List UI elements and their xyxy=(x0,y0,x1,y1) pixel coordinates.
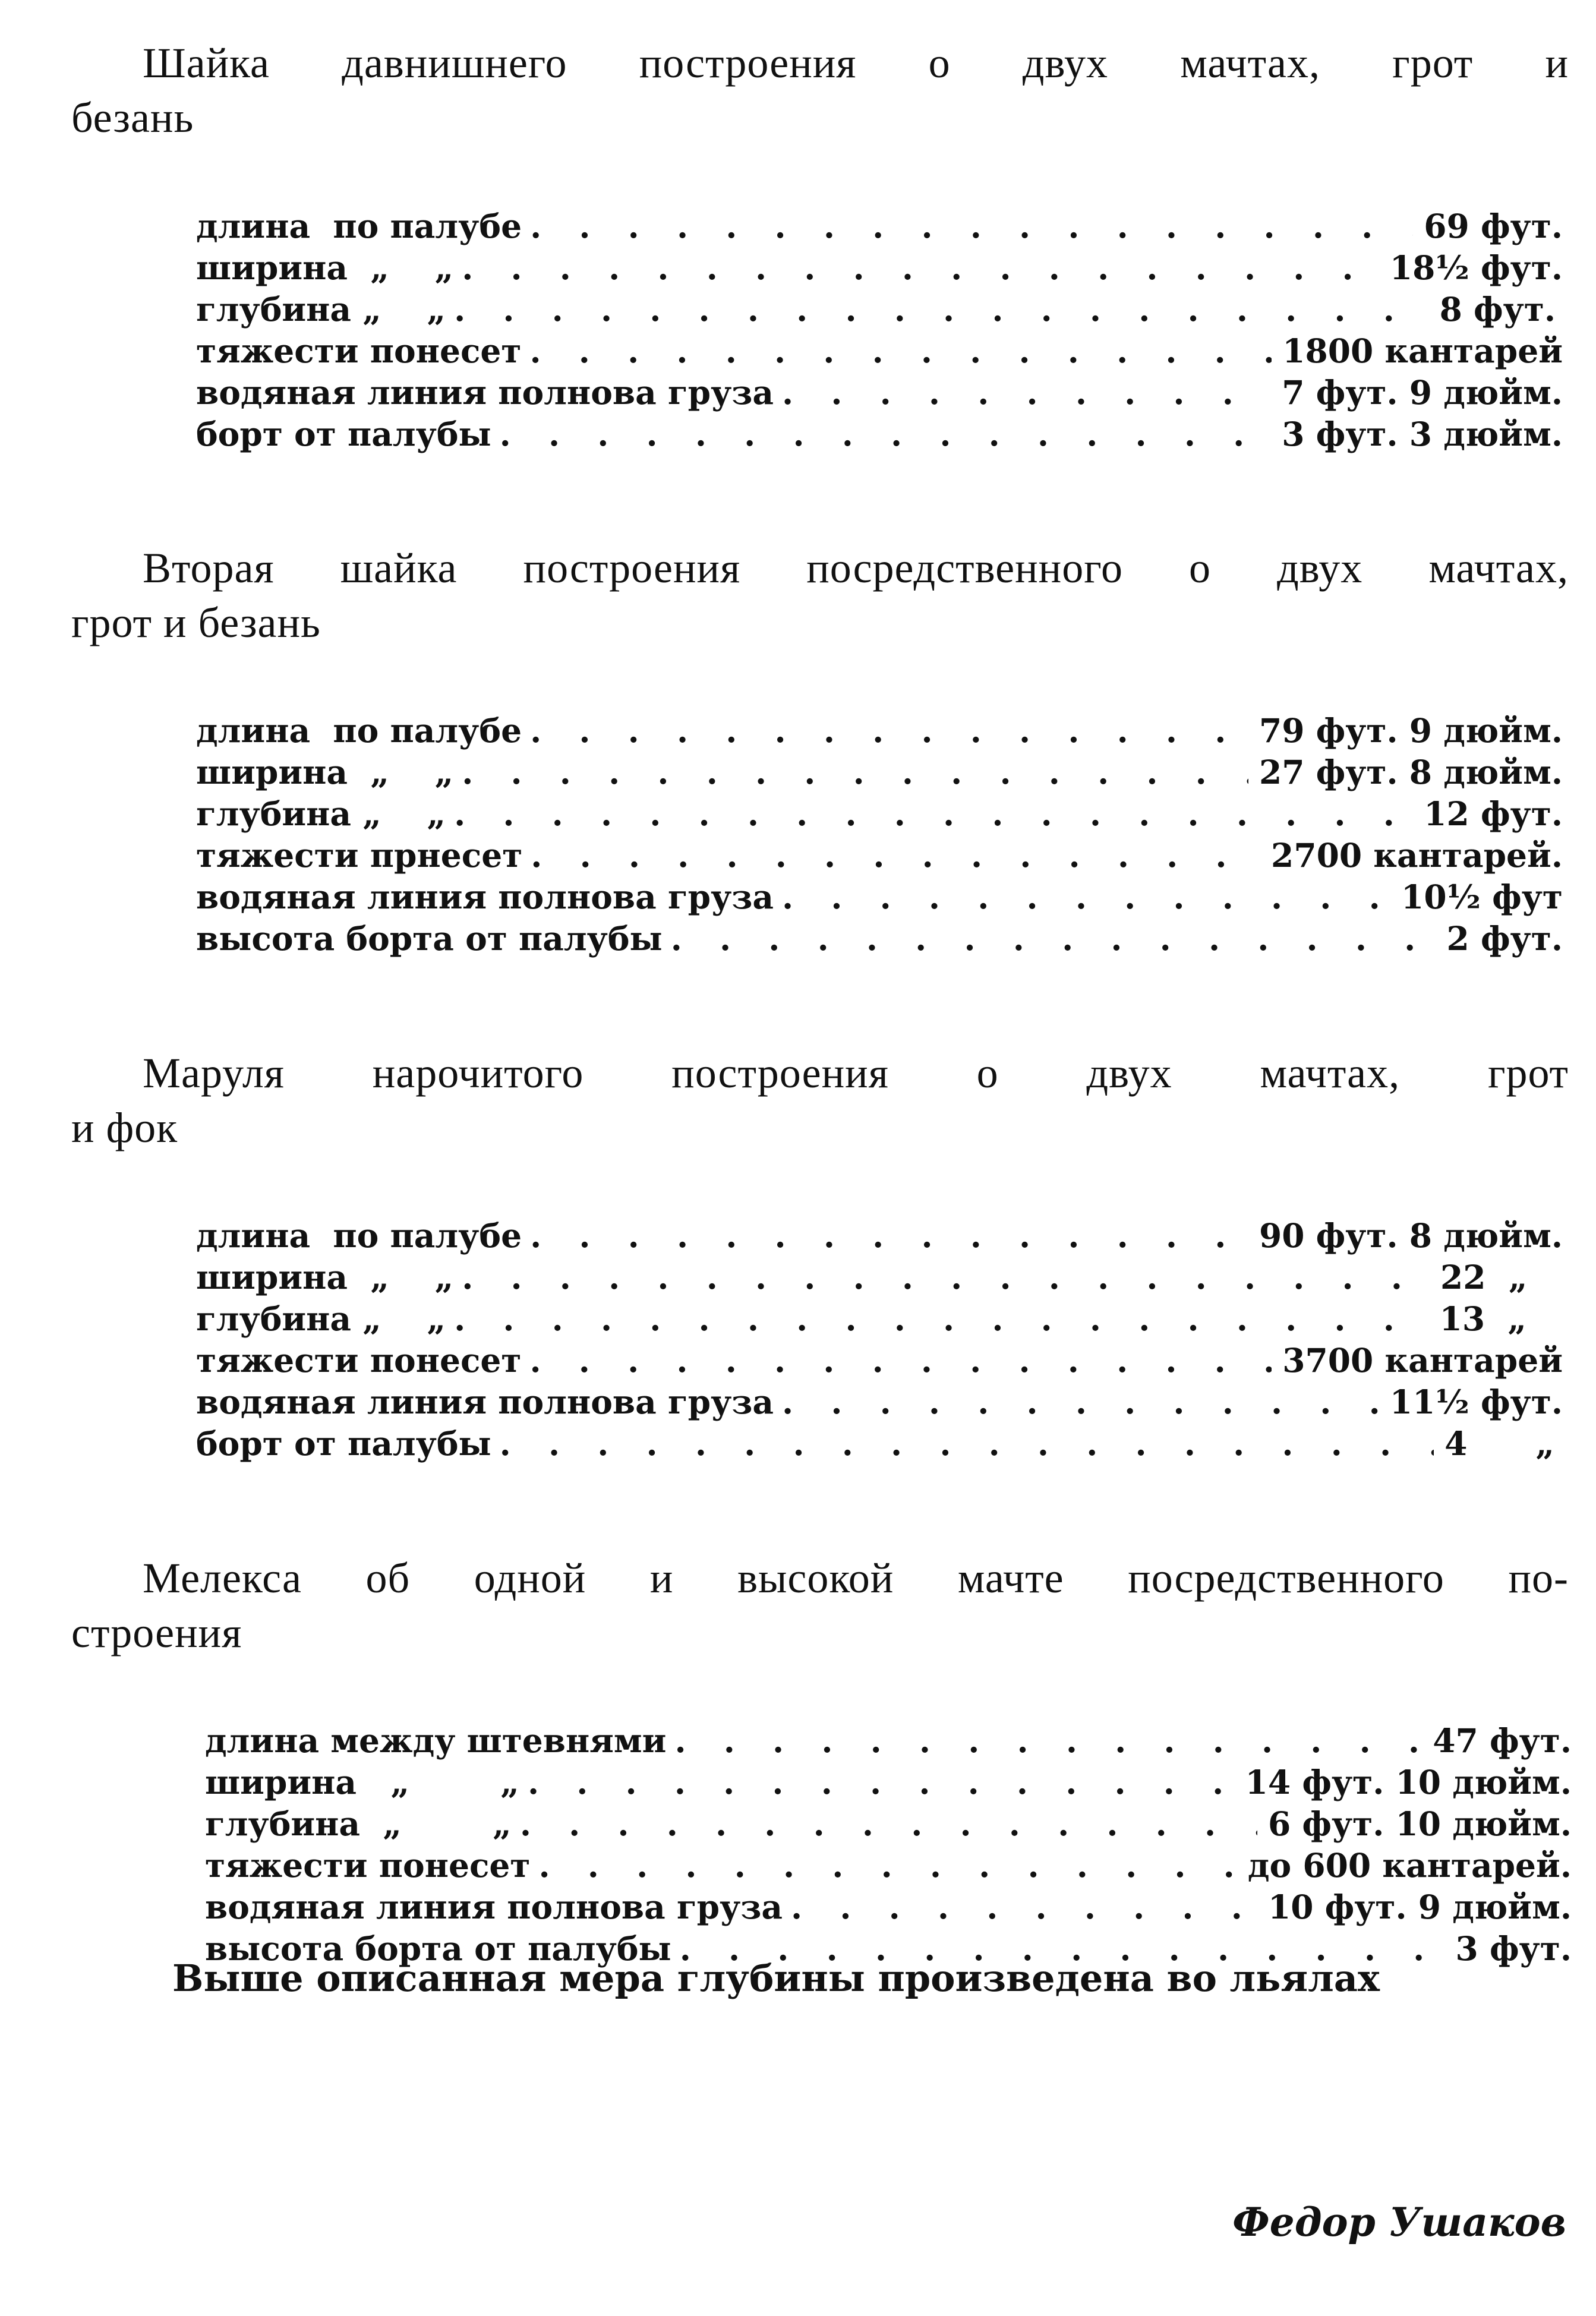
spec-label: водяная линия полнова груза xyxy=(196,878,774,916)
spec-label: высота борта от палубы xyxy=(205,1929,671,1968)
dot-leader xyxy=(782,372,1271,414)
spec-value: 79 фут. 9 дюйм. xyxy=(1258,711,1563,750)
section-heading xyxy=(71,1551,1569,1660)
spec-value: 13 „ xyxy=(1439,1299,1527,1338)
section-heading xyxy=(71,1046,1569,1155)
dot-leader xyxy=(454,793,1413,835)
spec-list xyxy=(196,206,1563,455)
dot-leader xyxy=(530,206,1413,247)
heading-line: строения xyxy=(71,1609,242,1656)
spec-label: ширина „ „ xyxy=(205,1763,519,1801)
spec-row xyxy=(196,876,1563,918)
heading-line: Мелекса об одной и высокой мачте посредственного по- xyxy=(143,1554,1569,1602)
dot-leader xyxy=(530,1215,1248,1257)
spec-row xyxy=(196,289,1563,330)
spec-value: 10½ фут xyxy=(1401,878,1563,916)
dot-leader xyxy=(531,835,1260,876)
spec-row xyxy=(196,793,1563,835)
dot-leader xyxy=(454,1298,1428,1340)
dot-leader xyxy=(782,1381,1379,1423)
spec-value: 4 „ xyxy=(1444,1424,1554,1463)
spec-row xyxy=(196,372,1563,414)
spec-list xyxy=(196,710,1563,960)
spec-row xyxy=(196,206,1563,247)
dot-leader xyxy=(530,1340,1272,1381)
spec-label: водяная линия полнова груза xyxy=(196,373,774,412)
closing-note: Выше описанная мера глубины произведена во льялах xyxy=(172,1957,1380,2000)
spec-label: борт от палубы xyxy=(196,1424,491,1463)
spec-label: длина по палубе xyxy=(196,1216,522,1255)
spec-value: 27 фут. 8 дюйм. xyxy=(1258,753,1563,791)
spec-label: ширина „ „ xyxy=(196,753,454,791)
spec-label: ширина „ „ xyxy=(196,248,454,287)
spec-value: 2700 кантарей. xyxy=(1271,836,1563,875)
spec-list xyxy=(205,1720,1572,1970)
signature: Федор Ушаков xyxy=(1232,2199,1566,2245)
spec-value: 12 фут. xyxy=(1424,794,1563,833)
spec-value: 3700 кантарей xyxy=(1282,1341,1563,1380)
dot-leader xyxy=(520,1803,1257,1845)
spec-row xyxy=(196,835,1563,876)
spec-label: тяжести понесет xyxy=(196,1341,522,1380)
spec-value: 3 фут. xyxy=(1455,1929,1572,1968)
spec-label: длина по палубе xyxy=(196,711,522,750)
spec-value: 10 фут. 9 дюйм. xyxy=(1267,1888,1572,1926)
dot-leader xyxy=(462,1257,1430,1298)
spec-value: 14 фут. 10 дюйм. xyxy=(1245,1763,1572,1801)
dot-leader xyxy=(782,876,1390,918)
spec-row xyxy=(196,752,1563,793)
spec-row xyxy=(196,918,1563,960)
section-heading xyxy=(71,36,1569,145)
spec-value: 2 фут. xyxy=(1446,919,1563,958)
dot-leader xyxy=(539,1845,1237,1886)
dot-leader xyxy=(528,1762,1235,1803)
spec-label: глубина „ „ xyxy=(205,1804,512,1843)
dot-leader xyxy=(462,752,1248,793)
spec-label: тяжести понесет xyxy=(205,1846,531,1885)
spec-row xyxy=(196,247,1563,289)
dot-leader xyxy=(671,918,1436,960)
spec-row xyxy=(205,1762,1572,1803)
dot-leader xyxy=(500,1423,1434,1465)
spec-value: 6 фут. 10 дюйм. xyxy=(1267,1804,1572,1843)
spec-row xyxy=(196,1423,1563,1465)
spec-row xyxy=(196,330,1563,372)
spec-row xyxy=(205,1803,1572,1845)
spec-label: тяжести прнесет xyxy=(196,836,523,875)
spec-row xyxy=(196,414,1563,455)
dot-leader xyxy=(462,247,1379,289)
spec-value: 18½ фут. xyxy=(1389,248,1563,287)
spec-row xyxy=(205,1845,1572,1886)
heading-line: Вторая шайка построения посредственного о двух мачтах, xyxy=(143,544,1569,592)
dot-leader xyxy=(791,1886,1257,1928)
spec-value: 90 фут. 8 дюйм. xyxy=(1258,1216,1563,1255)
heading-line: и фок xyxy=(71,1104,178,1151)
spec-label: ширина „ „ xyxy=(196,1258,454,1296)
spec-value: 47 фут. xyxy=(1433,1721,1572,1760)
dot-leader xyxy=(530,330,1272,372)
dot-leader xyxy=(500,414,1272,455)
spec-row xyxy=(196,1298,1563,1340)
spec-row xyxy=(196,1257,1563,1298)
spec-row xyxy=(196,1215,1563,1257)
spec-label: водяная линия полнова груза xyxy=(205,1888,783,1926)
spec-label: длина по палубе xyxy=(196,207,522,245)
spec-label: борт от палубы xyxy=(196,415,491,453)
dot-leader xyxy=(674,1720,1422,1762)
spec-label: глубина „ „ xyxy=(196,290,446,329)
spec-label: глубина „ „ xyxy=(196,1299,446,1338)
spec-row xyxy=(205,1886,1572,1928)
spec-value: 22 „ xyxy=(1440,1258,1528,1296)
spec-row xyxy=(205,1720,1572,1762)
spec-label: глубина „ „ xyxy=(196,794,446,833)
dot-leader xyxy=(454,289,1428,330)
spec-row xyxy=(196,710,1563,752)
spec-list xyxy=(196,1215,1563,1465)
spec-value: 69 фут. xyxy=(1424,207,1563,245)
section-heading xyxy=(71,541,1569,650)
heading-line: Шайка давнишнего построения о двух мачтах, грот и xyxy=(143,39,1569,87)
spec-value: 3 фут. 3 дюйм. xyxy=(1282,415,1563,453)
spec-value: 8 фут. xyxy=(1439,290,1556,329)
spec-row xyxy=(196,1340,1563,1381)
spec-label: тяжести понесет xyxy=(196,332,522,370)
spec-label: высота борта от палубы xyxy=(196,919,663,958)
spec-value: 11½ фут. xyxy=(1389,1383,1563,1421)
heading-line: грот и безань xyxy=(71,599,321,646)
heading-line: Маруля нарочитого построения о двух мачтах, грот xyxy=(143,1049,1569,1097)
spec-label: длина между штевнями xyxy=(205,1721,667,1760)
spec-label: водяная линия полнова груза xyxy=(196,1383,774,1421)
spec-value: 7 фут. 9 дюйм. xyxy=(1282,373,1563,412)
spec-value: до 600 кантарей. xyxy=(1247,1846,1572,1885)
spec-value: 1800 кантарей xyxy=(1282,332,1563,370)
spec-row xyxy=(196,1381,1563,1423)
dot-leader xyxy=(530,710,1248,752)
heading-line: безань xyxy=(71,94,194,141)
